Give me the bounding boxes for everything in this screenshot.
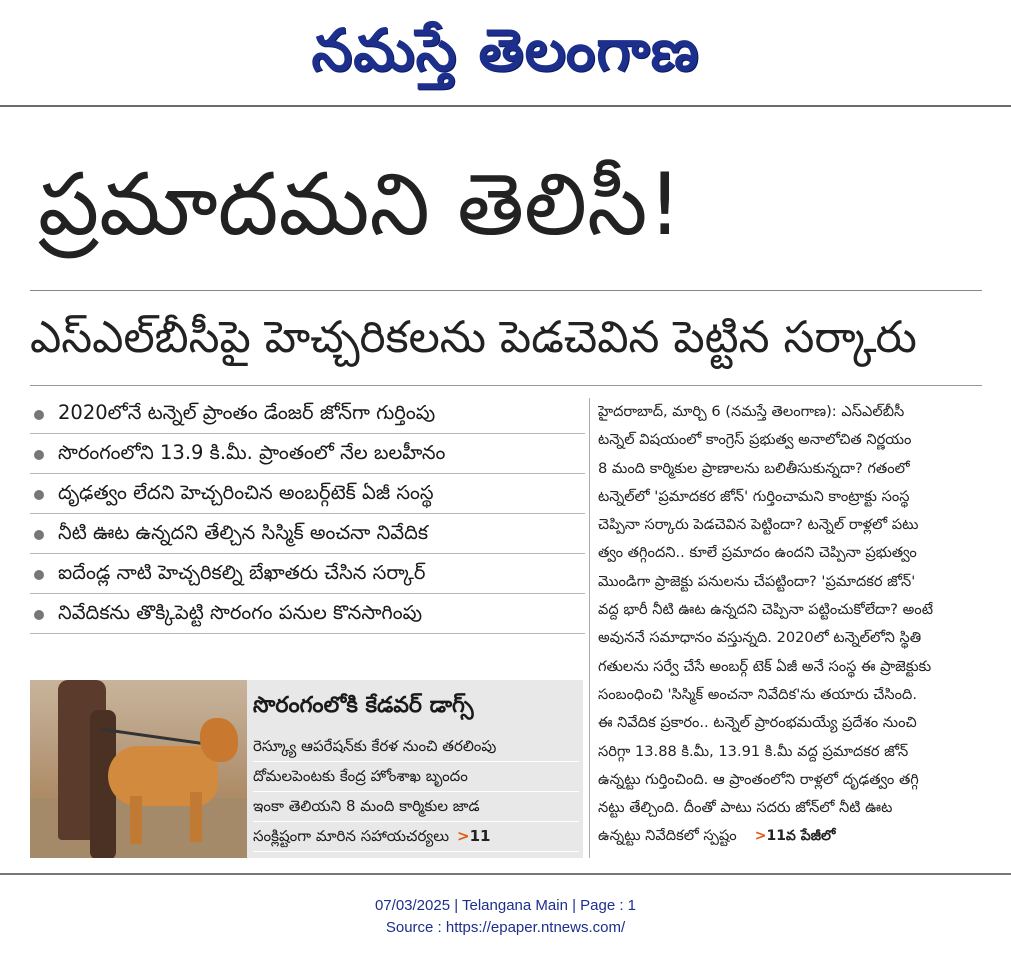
story-line: గతులను సర్వే చేసే అంబర్గ్ టెక్ ఏజీ అనే సంస్థ ఈ ప్రాజెక్టుకు: [598, 657, 932, 675]
highlight-text: 2020లోనే టన్నెల్ ప్రాంతం డేంజర్ జోన్‌గా గుర్తింపు: [58, 400, 436, 424]
continued-reference[interactable]: [755, 828, 836, 844]
sidebar-item: దోమలపెంటకు కేంద్ర హోంశాఖ బృందం: [253, 762, 579, 792]
story-line: చెప్పినా సర్కారు పెడచెవిన పెట్టిందా? టన్నెల్ రాళ్లలో పటు: [598, 516, 919, 534]
story-line: 8 మంది కార్మికుల ప్రాణాలను బలితీసుకున్నదా? గతంలో: [598, 459, 910, 477]
highlight-text: ఐదేండ్ల నాటి హెచ్చరికల్ని బేఖాతరు చేసిన సర్కార్: [58, 560, 426, 584]
story-line: సంబంధించి 'సిస్మిక్ అంచనా నివేదిక'ను తయారు చేసింది.: [598, 685, 917, 703]
sidebar-item-last: [253, 822, 579, 852]
footer: [0, 895, 1011, 939]
column-divider: [589, 398, 590, 858]
highlight-item: [30, 516, 585, 554]
bullet-icon: [34, 450, 44, 460]
story-line: టన్నెల్‌లో 'ప్రమాదకర జోన్' గుర్తించామని కాంట్రాక్టు సంస్థ: [598, 487, 910, 505]
story-line: వద్ద భారీ నీటి ఊట ఉన్నదని చెప్పినా పట్టించుకోలేదా? అంటే: [598, 601, 933, 619]
bullet-icon: [34, 610, 44, 620]
story-line: ఉన్నట్టు నివేదికలో స్పష్టం: [598, 827, 737, 845]
story-line: త్వం తగ్గిందని.. కూలే ప్రమాదం ఉందని చెప్పినా ప్రభుత్వం: [598, 544, 917, 562]
footer-divider: [0, 873, 1011, 875]
story-body: [598, 398, 983, 858]
story-line: ఉన్నట్టు గుర్తించింది. ఆ ప్రాంతంలోని రాళ్లలో దృఢత్వం తగ్గి: [598, 770, 919, 788]
story-line: నట్టు తేల్చింది. దీంతో పాటు సదరు జోన్‌లో నీటి ఊట: [598, 799, 893, 817]
highlight-text: దృఢత్వం లేదని హెచ్చరించిన అంబర్గ్‌టెక్ ఏజీ సంస్థ: [58, 480, 434, 504]
subheadline-divider: [30, 385, 982, 386]
page-reference[interactable]: 11: [469, 827, 491, 845]
highlights-list: [30, 396, 585, 636]
masthead-divider: [0, 105, 1011, 107]
bullet-icon: [34, 530, 44, 540]
masthead-logo: నమస్తే తెలంగాణ: [311, 16, 700, 84]
photo-dog-leg: [130, 796, 142, 844]
highlight-item: [30, 596, 585, 634]
highlight-item: [30, 436, 585, 474]
story-line: మొండిగా ప్రాజెక్టు పనులను చేపట్టిందా? 'ప్రమాదకర జోన్': [598, 572, 916, 590]
masthead: [0, 0, 1011, 100]
story-line: టన్నెల్ విషయంలో కాంగ్రెస్ ప్రభుత్వ అనాలోచిత నిర్ణయం: [598, 431, 912, 449]
headline-divider: [30, 290, 982, 291]
highlight-text: సొరంగంలోని 13.9 కి.మీ. ప్రాంతంలో నేల బలహీనం: [58, 440, 446, 464]
story-line: ఈ నివేదిక ప్రకారం.. టన్నెల్ ప్రారంభమయ్యే ప్రదేశం నుంచి: [598, 714, 917, 732]
highlight-item: [30, 396, 585, 434]
bullet-icon: [34, 570, 44, 580]
continued-text: 11వ పేజీలో: [766, 828, 836, 845]
sidebar-item: రెస్క్యూ ఆపరేషన్‌కు కేరళ నుంచి తరలింపు: [253, 732, 579, 762]
footer-source-line[interactable]: Source : https://epaper.ntnews.com/: [385, 919, 626, 936]
story-line: సరిగ్గా 13.88 కి.మీ, 13.91 కి.మీ వద్ద ప్రమాదకర జోన్: [598, 742, 909, 760]
sidebar-item: ఇంకా తెలియని 8 మంది కార్మికుల జాడ: [253, 792, 579, 822]
story-line: హైదరాబాద్, మార్చి 6 (నమస్తే తెలంగాణ): ఎస్‌ఎల్‌బీసీ: [598, 403, 905, 420]
chevron-right-icon: >: [754, 828, 767, 845]
photo-dog-leg: [190, 792, 202, 842]
headline: ప్రమాదమని తెలిసీ!: [38, 155, 682, 255]
highlight-text: నివేదికను తొక్కిపెట్టి సొరంగం పనుల కొనసాగింపు: [58, 600, 423, 624]
sidebar-item-text: సంక్లిష్టంగా మారిన సహాయచర్యలు: [253, 827, 450, 845]
footer-date-line: 07/03/2025 | Telangana Main | Page : 1: [374, 897, 637, 914]
story-line: అవుననే సమాధానం వస్తున్నది. 2020లో టన్నెల్‌లోని స్థితి: [598, 629, 922, 647]
story-last-line: [598, 822, 983, 850]
sidebar-box: [247, 680, 583, 858]
chevron-right-icon: >: [457, 827, 470, 845]
bullet-icon: [34, 490, 44, 500]
dog-photo: [30, 680, 247, 858]
highlight-item: [30, 476, 585, 514]
photo-dog-head: [200, 718, 238, 762]
highlight-item: [30, 556, 585, 594]
subheadline: ఎస్‌ఎల్‌బీసీపై హెచ్చరికలను పెడచెవిన పెట్టిన సర్కారు: [30, 312, 917, 363]
sidebar-list: [253, 732, 579, 852]
highlight-text: నీటి ఊట ఉన్నదని తేల్చిన సిస్మిక్ అంచనా నివేదిక: [58, 520, 429, 544]
sidebar-title: సొరంగంలోకి కేడవర్ డాగ్స్: [253, 693, 474, 718]
bullet-icon: [34, 410, 44, 420]
